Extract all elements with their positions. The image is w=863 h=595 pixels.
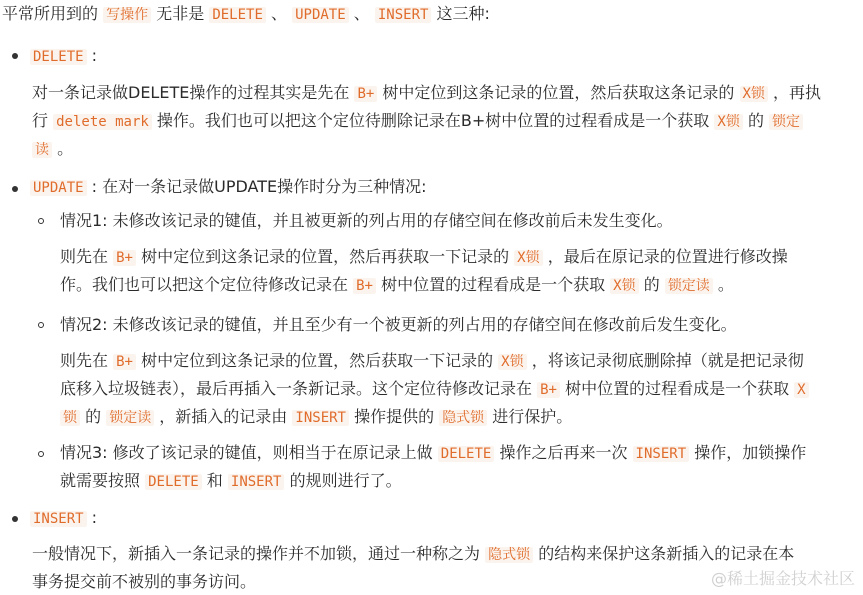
code-x-lock: X锁 bbox=[610, 278, 638, 294]
code-b-plus: B+ bbox=[353, 278, 376, 294]
intro-middle: 无非是 bbox=[156, 4, 205, 23]
circle-bullet-icon bbox=[38, 322, 44, 328]
text-span: 操作。我们也可以把这个定位待删除记录在B+树中位置的过程看成是一个获取 bbox=[156, 111, 710, 130]
delete-para-line-2 bbox=[32, 110, 803, 133]
text-span: 树中定位到这条记录的位置，然后再获取一下记录的 bbox=[141, 247, 510, 266]
text-span: 就需要按照 bbox=[60, 471, 141, 490]
code-implicit-lock: 隐式锁 bbox=[439, 410, 487, 426]
text-span: 树中定位到这条记录的位置，然后获取一下记录的 bbox=[141, 351, 494, 370]
insert-line-1 bbox=[32, 543, 794, 566]
delete-colon: : bbox=[91, 46, 98, 65]
text-span: 操作，加锁操作 bbox=[694, 443, 807, 462]
case2-line-2 bbox=[60, 378, 809, 401]
intro-prefix: 平常所用到的 bbox=[2, 4, 99, 23]
code-delete: DELETE bbox=[438, 446, 495, 462]
watermark: @稀土掘金技术社区 bbox=[710, 569, 855, 588]
code-implicit-lock: 隐式锁 bbox=[485, 547, 533, 563]
intro-sep1: 、 bbox=[270, 4, 287, 23]
text-span: 。 bbox=[717, 275, 734, 294]
bullet-icon bbox=[12, 186, 18, 192]
code-delete: DELETE bbox=[209, 7, 266, 23]
case3-line-2 bbox=[60, 470, 402, 493]
code-insert: INSERT bbox=[228, 474, 285, 490]
text-span: 作。我们也可以把这个定位待修改记录在 bbox=[60, 275, 349, 294]
code-insert-title: INSERT bbox=[30, 511, 87, 527]
insert-colon: : bbox=[91, 508, 98, 527]
code-delete-mark: delete mark bbox=[53, 114, 152, 130]
case2-line-1 bbox=[60, 350, 804, 373]
code-insert: INSERT bbox=[633, 446, 690, 462]
text-span: ，新插入的记录由 bbox=[159, 407, 288, 426]
case1-heading: 情况1: 未修改该记录的键值，并且被更新的列占用的存储空间在修改前后未发生变化。 bbox=[60, 211, 673, 230]
update-heading bbox=[30, 176, 427, 199]
text-span: ，再执 bbox=[773, 83, 822, 102]
code-locking-read-cont: 读 bbox=[32, 142, 52, 158]
code-insert: INSERT bbox=[292, 410, 349, 426]
code-update: UPDATE bbox=[292, 7, 349, 23]
text-span: 树中位置的过程看成是一个获取 bbox=[381, 275, 606, 294]
circle-bullet-icon bbox=[38, 451, 44, 457]
text-span: 树中位置的过程看成是一个获取 bbox=[565, 379, 790, 398]
bullet-icon bbox=[12, 53, 18, 59]
code-delete: DELETE bbox=[145, 474, 202, 490]
text-span: 进行保护。 bbox=[492, 407, 573, 426]
text-span: 操作之后再来一次 bbox=[499, 443, 628, 462]
text-span: 对一条记录做DELETE操作的过程其实是先在 bbox=[32, 83, 350, 102]
code-write-op: 写操作 bbox=[103, 7, 151, 23]
code-update-title: UPDATE bbox=[30, 180, 87, 196]
text-span: 的 bbox=[85, 407, 102, 426]
code-x-lock: X锁 bbox=[740, 86, 768, 102]
text-span: 操作提供的 bbox=[354, 407, 435, 426]
code-locking-read: 锁定 bbox=[769, 114, 803, 130]
text-span: 。 bbox=[57, 139, 74, 158]
intro-line bbox=[2, 3, 490, 26]
text-span: 的 bbox=[643, 275, 660, 294]
delete-para-line-1 bbox=[32, 82, 821, 105]
circle-bullet-icon bbox=[38, 218, 44, 224]
code-b-plus: B+ bbox=[537, 382, 560, 398]
code-locking-read: 锁定读 bbox=[106, 410, 154, 426]
intro-sep2: 、 bbox=[353, 4, 370, 23]
text-span: 底移入垃圾链表），最后再插入一条新记录。这个定位待修改记录在 bbox=[60, 379, 533, 398]
text-span: 的 bbox=[747, 111, 764, 130]
code-b-plus: B+ bbox=[113, 250, 136, 266]
text-span: 一般情况下，新插入一条记录的操作并不加锁，通过一种称之为 bbox=[32, 544, 481, 563]
text-span: 情况3: 修改了该记录的键值，则相当于在原记录上做 bbox=[60, 443, 433, 462]
text-span: 则先在 bbox=[60, 351, 109, 370]
code-x-lock: X锁 bbox=[714, 114, 742, 130]
case2-line-3 bbox=[60, 406, 572, 429]
text-span: 则先在 bbox=[60, 247, 109, 266]
insert-line-2: 事务提交前不被别的事务访问。 bbox=[32, 572, 257, 591]
case1-line-2 bbox=[60, 274, 734, 297]
case2-heading: 情况2: 未修改该记录的键值，并且至少有一个被更新的列占用的存储空间在修改前后发生变化。 bbox=[60, 315, 737, 334]
text-span: 的结构来保护这条新插入的记录在本 bbox=[538, 544, 795, 563]
text-span: ，将该记录彻底删除掉（就是把记录彻 bbox=[531, 351, 804, 370]
update-intro: : 在对一条记录做UPDATE操作时分为三种情况: bbox=[91, 177, 427, 196]
code-insert: INSERT bbox=[375, 7, 432, 23]
intro-suffix: 这三种: bbox=[436, 4, 490, 23]
code-b-plus: B+ bbox=[113, 354, 136, 370]
delete-heading bbox=[30, 45, 97, 68]
case1-line-1 bbox=[60, 246, 788, 269]
code-lock-cont: 锁 bbox=[60, 410, 80, 426]
text-span: 的规则进行了。 bbox=[289, 471, 402, 490]
insert-heading bbox=[30, 507, 97, 530]
bullet-icon bbox=[12, 516, 18, 522]
case3-line-1 bbox=[60, 442, 806, 465]
code-x-lock-partial: X bbox=[794, 382, 808, 398]
delete-para-line-3 bbox=[32, 138, 73, 161]
text-span: 和 bbox=[206, 471, 223, 490]
code-delete-title: DELETE bbox=[30, 49, 87, 65]
text-span: ，最后在原记录的位置进行修改操 bbox=[547, 247, 788, 266]
text-span: 树中定位到这条记录的位置，然后获取这条记录的 bbox=[382, 83, 735, 102]
code-x-lock: X锁 bbox=[498, 354, 526, 370]
code-locking-read: 锁定读 bbox=[665, 278, 713, 294]
code-x-lock: X锁 bbox=[514, 250, 542, 266]
code-b-plus: B+ bbox=[354, 86, 377, 102]
text-span: 行 bbox=[32, 111, 49, 130]
